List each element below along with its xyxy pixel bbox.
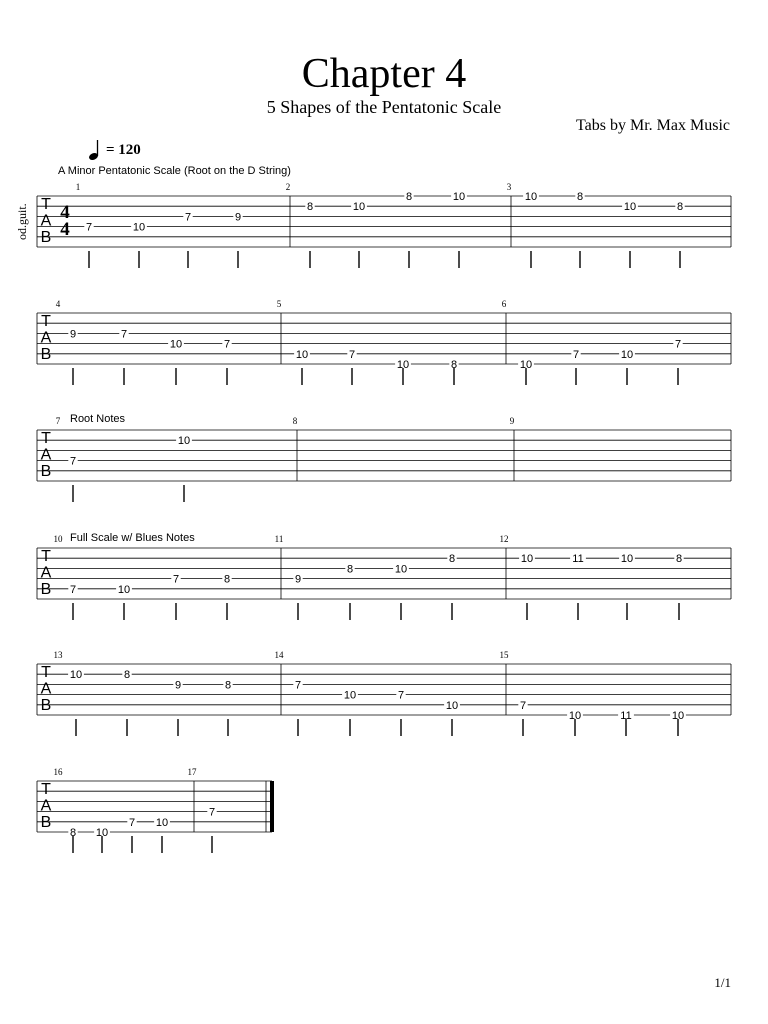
fret-number: 10 (396, 359, 410, 371)
tab-clef-letter: T (41, 430, 51, 447)
measure-number: 9 (509, 416, 515, 426)
measure-number: 2 (285, 182, 291, 192)
measure-number: 10 (53, 534, 63, 544)
fret-number: 10 (177, 435, 191, 448)
tab-clef-letter: A (40, 329, 52, 347)
tab-clef-letter: B (40, 229, 52, 246)
fret-number: 10 (568, 710, 582, 722)
fret-number: 10 (394, 563, 408, 576)
fret-number: 10 (445, 699, 459, 712)
fret-number: 8 (675, 553, 683, 566)
measure-number: 14 (274, 650, 284, 660)
page-title: Chapter 4 (301, 51, 467, 97)
fret-number: 10 (95, 827, 109, 839)
fret-number: 10 (69, 669, 83, 682)
time-signature-bottom: 4 (60, 219, 70, 240)
fret-number: 7 (519, 699, 527, 712)
fret-number: 9 (69, 328, 77, 341)
staff-system-1 (37, 182, 731, 268)
fret-number: 7 (208, 806, 216, 819)
fret-number: 8 (676, 201, 684, 214)
fret-number: 7 (674, 338, 682, 351)
fret-number: 7 (572, 348, 580, 361)
measure-number: 4 (55, 299, 61, 309)
staff-system-2 (37, 299, 731, 385)
staff-annotation: A Minor Pentatonic Scale (Root on the D String) (58, 165, 291, 177)
page-subtitle: 5 Shapes of the Pentatonic Scale (266, 97, 502, 117)
measure-number: 12 (499, 534, 509, 544)
measure-number: 17 (187, 767, 197, 777)
fret-number: 10 (524, 191, 538, 203)
tab-clef-letter: A (40, 212, 52, 230)
fret-number: 10 (519, 359, 533, 371)
fret-number: 9 (174, 679, 182, 692)
fret-number: 7 (397, 689, 405, 702)
tab-clef-letter: B (40, 814, 52, 831)
fret-number: 7 (223, 338, 231, 351)
fret-number: 10 (295, 348, 309, 361)
tab-clef-letter: T (41, 196, 51, 213)
instrument-label: od.guit. (15, 203, 29, 240)
measure-number: 13 (53, 650, 63, 660)
fret-number: 8 (224, 679, 232, 692)
fret-number: 7 (128, 816, 136, 829)
fret-number: 7 (348, 348, 356, 361)
measure-number: 6 (501, 299, 507, 309)
fret-number: 8 (448, 553, 456, 566)
fret-number: 9 (234, 211, 242, 224)
fret-number: 8 (223, 573, 231, 586)
tab-clef-letter: T (41, 781, 51, 798)
page-number: 1/1 (714, 975, 731, 990)
tab-clef-letter: A (40, 446, 52, 464)
tab-clef-letter: A (40, 797, 52, 815)
fret-number: 11 (620, 710, 632, 722)
fret-number: 10 (620, 553, 634, 566)
measure-number: 5 (276, 299, 282, 309)
staff-system-6 (37, 767, 274, 853)
fret-number: 7 (172, 573, 180, 586)
staff-system-3 (37, 416, 731, 502)
staff-annotation: Root Notes (70, 413, 126, 425)
fret-number: 10 (671, 710, 685, 722)
fret-number: 8 (69, 827, 77, 839)
fret-number: 10 (452, 191, 466, 203)
credit-text: Tabs by Mr. Max Music (576, 117, 730, 134)
measure-number: 15 (499, 650, 509, 660)
fret-number: 7 (184, 211, 192, 224)
fret-number: 10 (520, 553, 534, 566)
tempo-value: = 120 (106, 142, 141, 158)
staff-annotation: Full Scale w/ Blues Notes (70, 532, 195, 544)
staff-system-5 (37, 650, 731, 736)
final-barline-thick (270, 781, 274, 832)
fret-number: 10 (352, 201, 366, 214)
fret-number: 7 (85, 221, 93, 234)
fret-number: 7 (120, 328, 128, 341)
tab-clef-letter: T (41, 548, 51, 565)
tab-clef-letter: B (40, 346, 52, 363)
measure-number: 11 (274, 534, 284, 544)
fret-number: 8 (306, 201, 314, 214)
fret-number: 8 (405, 191, 413, 203)
fret-number: 10 (132, 221, 146, 234)
tab-clef-letter: A (40, 564, 52, 582)
tab-clef-letter: A (40, 680, 52, 698)
fret-number: 10 (117, 583, 131, 596)
tab-clef-letter: B (40, 697, 52, 714)
fret-number: 11 (572, 553, 584, 566)
fret-number: 9 (294, 573, 302, 586)
staff-system-4 (37, 534, 731, 620)
fret-number: 10 (343, 689, 357, 702)
tab-clef-letter: T (41, 313, 51, 330)
fret-number: 8 (450, 359, 458, 371)
fret-number: 10 (169, 338, 183, 351)
tab-clef-letter: T (41, 664, 51, 681)
fret-number: 8 (346, 563, 354, 576)
fret-number: 7 (69, 583, 77, 596)
measure-number: 3 (506, 182, 512, 192)
fret-number: 7 (294, 679, 302, 692)
fret-number: 8 (576, 191, 584, 203)
tab-clef-letter: B (40, 463, 52, 480)
tab-clef-letter: B (40, 581, 52, 598)
fret-number: 10 (620, 348, 634, 361)
measure-number: 8 (292, 416, 298, 426)
fret-number: 10 (155, 816, 169, 829)
fret-number: 10 (623, 201, 637, 214)
fret-number: 8 (123, 669, 131, 682)
measure-number: 1 (75, 182, 81, 192)
measure-number: 16 (53, 767, 63, 777)
time-signature-top: 4 (60, 202, 70, 223)
fret-number: 7 (69, 455, 77, 468)
measure-number: 7 (55, 416, 61, 426)
